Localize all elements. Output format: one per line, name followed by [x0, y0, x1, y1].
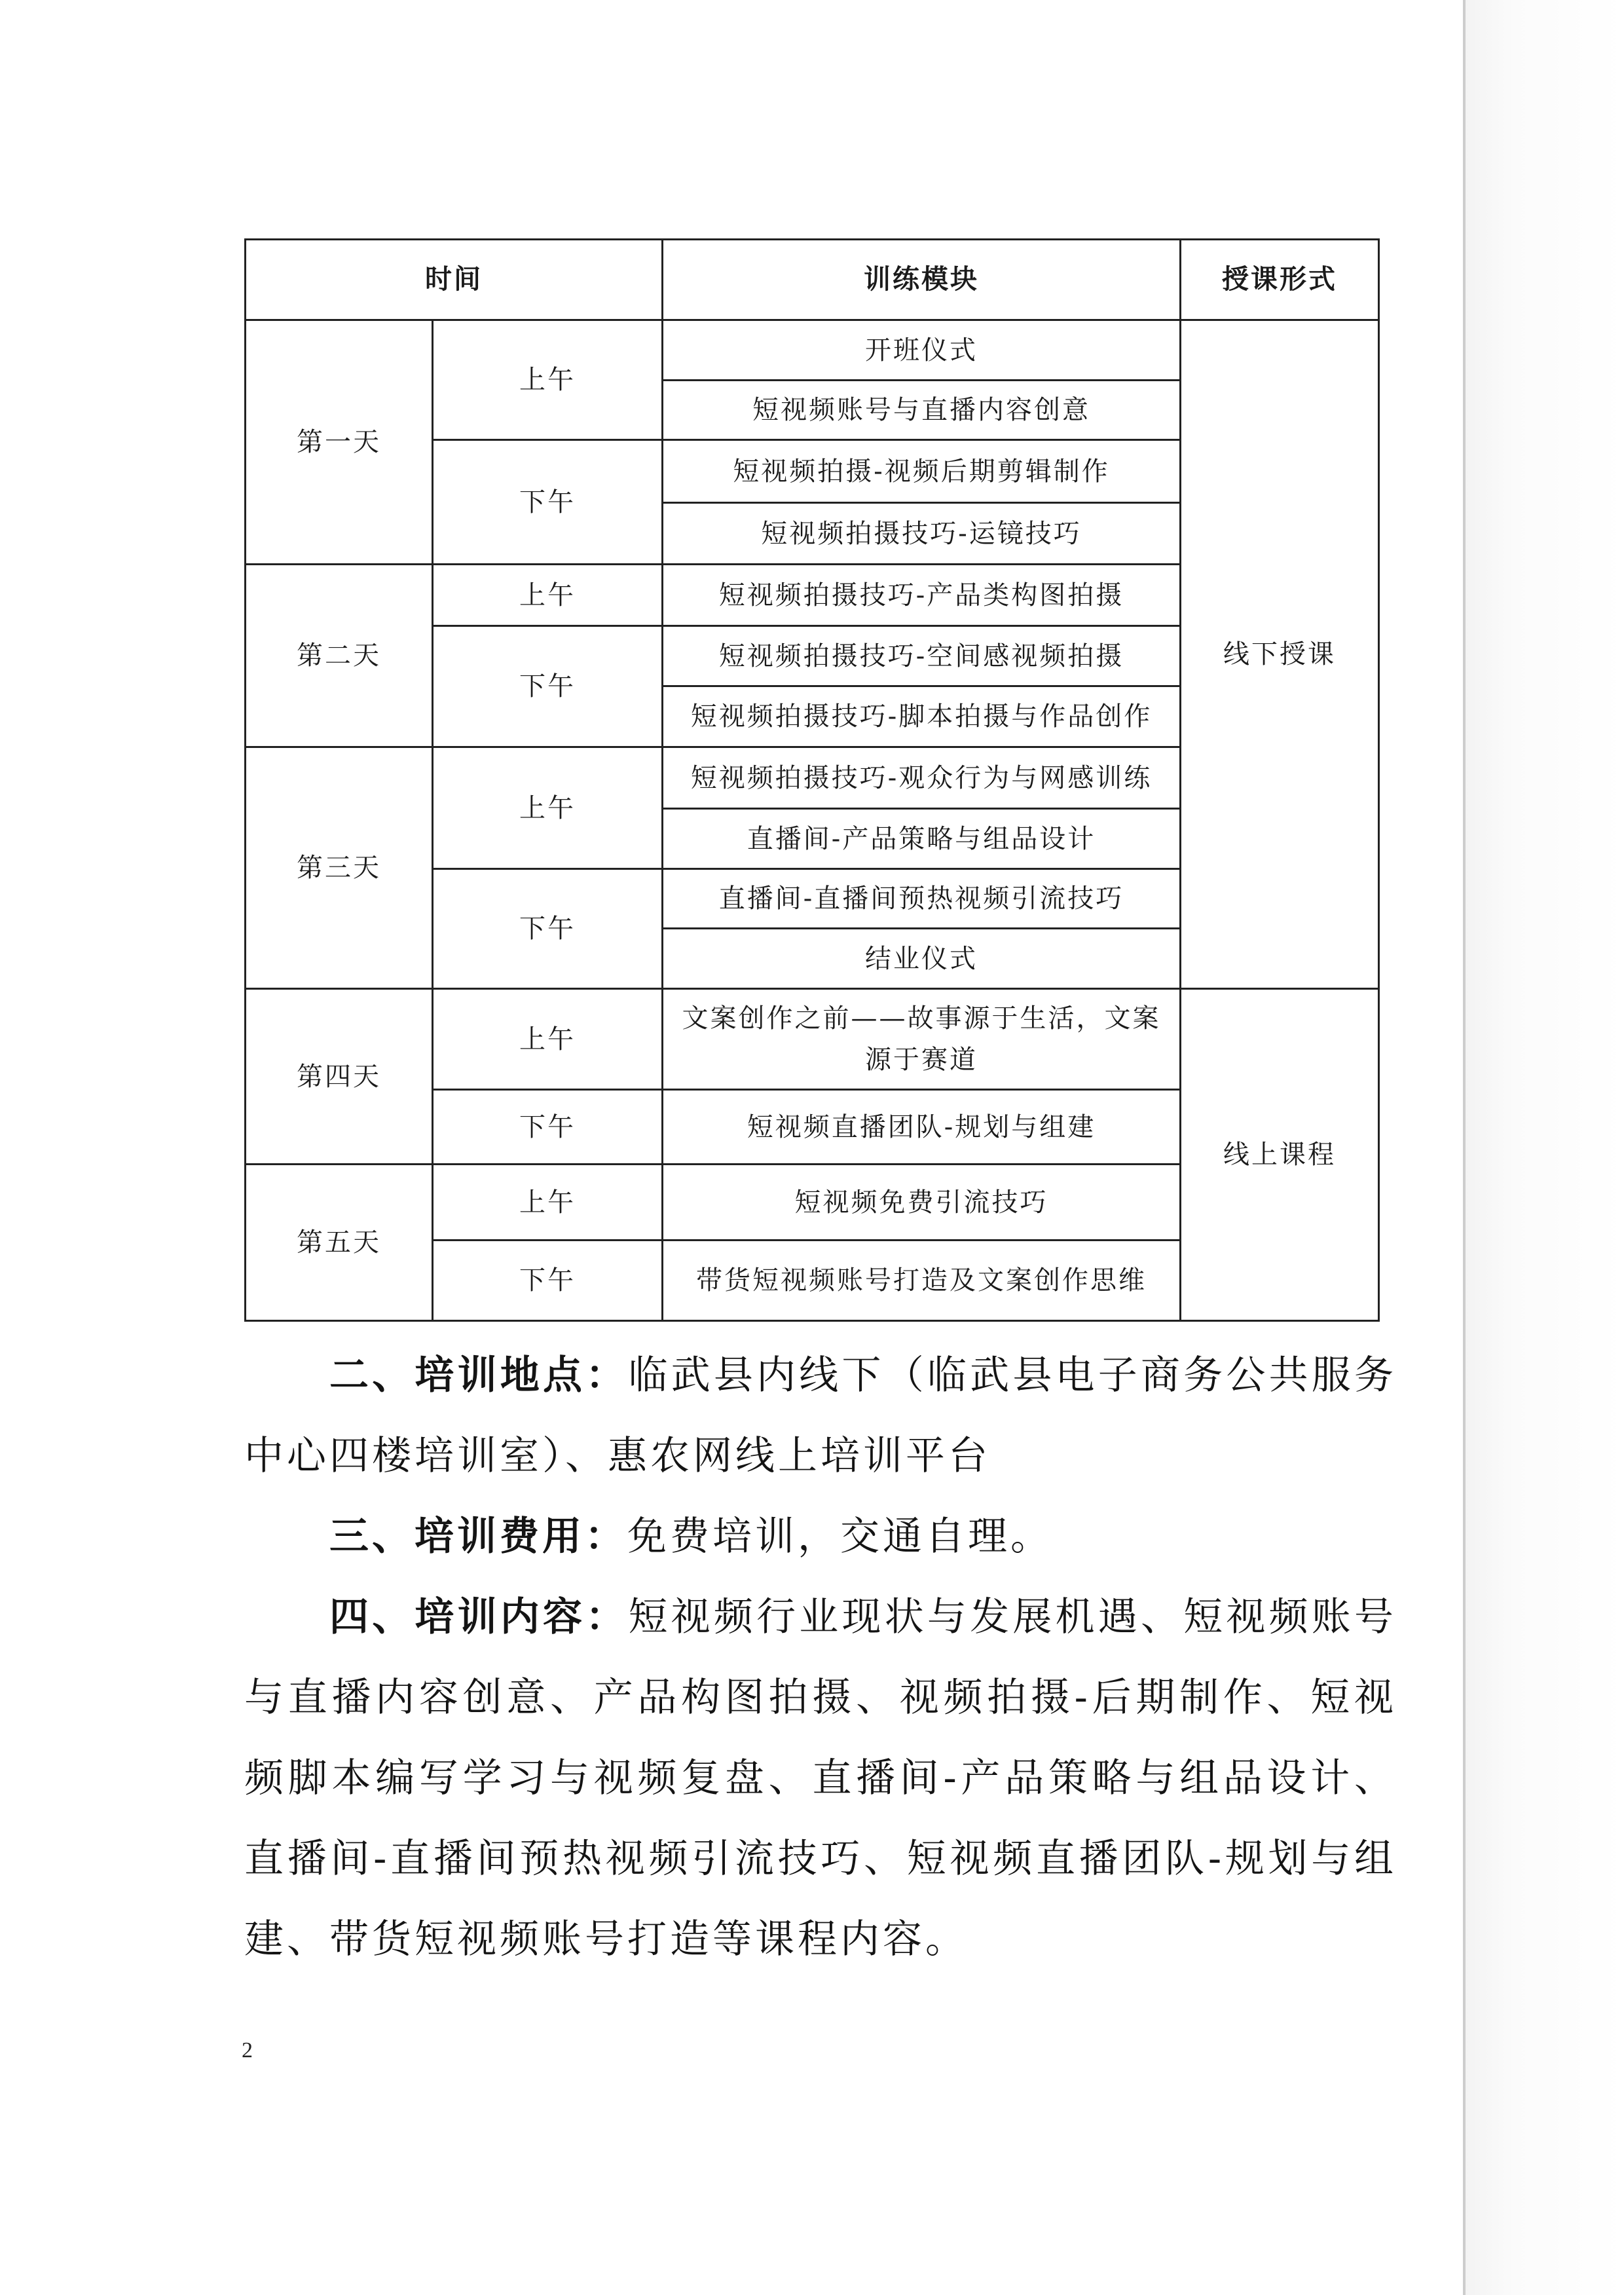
day-label: 第一天	[246, 320, 433, 565]
module-cell: 短视频账号与直播内容创意	[663, 381, 1181, 440]
section-text: 短视频行业现状与发展机遇、短视频账号与直播内容创意、产品构图拍摄、视频拍摄-后期制作、短视频脚本编写学习与视频复盘、直播间-产品策略与组品设计、直播间-直播间预热视频引流技巧、短视频直播团队-规划与组建、带货短视频账号打造等课程内容。	[244, 1594, 1397, 1962]
format-cell-offline: 线下授课	[1181, 320, 1379, 989]
period-label: 下午	[433, 440, 663, 565]
module-cell: 开班仪式	[663, 320, 1181, 381]
section-training-fee	[244, 1497, 1397, 1577]
section-heading: 四、培训内容：	[329, 1594, 629, 1640]
header-time: 时间	[246, 240, 663, 320]
day-label: 第二天	[246, 565, 433, 747]
table-row	[246, 989, 1379, 1090]
section-training-venue	[244, 1335, 1397, 1497]
period-label: 下午	[433, 1241, 663, 1321]
module-line: 文案创作之前——故事源于生活，文案	[682, 1003, 1161, 1034]
module-cell: 短视频免费引流技巧	[663, 1165, 1181, 1241]
section-text: 临武县内线下（临武县电子商务公共服务中心四楼培训室）、惠农网线上培训平台	[244, 1353, 1397, 1479]
module-line: 源于赛道	[865, 1044, 978, 1075]
period-label: 下午	[433, 1090, 663, 1165]
module-cell	[663, 989, 1181, 1090]
section-text: 免费培训，交通自理。	[627, 1514, 1053, 1559]
module-cell: 短视频拍摄-视频后期剪辑制作	[663, 440, 1181, 503]
day-label: 第五天	[246, 1165, 433, 1321]
day-label: 第三天	[246, 747, 433, 989]
module-cell: 短视频拍摄技巧-产品类构图拍摄	[663, 565, 1181, 626]
period-label: 上午	[433, 1165, 663, 1241]
header-format: 授课形式	[1181, 240, 1379, 320]
table-row	[246, 320, 1379, 381]
period-label: 下午	[433, 869, 663, 989]
period-label: 上午	[433, 565, 663, 626]
module-cell: 短视频拍摄技巧-运镜技巧	[663, 503, 1181, 565]
module-cell: 直播间-直播间预热视频引流技巧	[663, 869, 1181, 929]
period-label: 上午	[433, 320, 663, 440]
period-label: 上午	[433, 989, 663, 1090]
period-label: 上午	[433, 747, 663, 869]
module-cell: 短视频拍摄技巧-空间感视频拍摄	[663, 626, 1181, 686]
module-cell: 带货短视频账号打造及文案创作思维	[663, 1241, 1181, 1321]
header-module: 训练模块	[663, 240, 1181, 320]
section-heading: 三、培训费用：	[329, 1514, 627, 1559]
scan-edge-shade	[1466, 0, 1624, 2295]
section-heading: 二、培训地点：	[329, 1353, 629, 1398]
scan-edge-line	[1463, 0, 1466, 2295]
training-schedule-table	[244, 238, 1380, 1322]
module-cell: 短视频拍摄技巧-观众行为与网感训练	[663, 747, 1181, 809]
module-cell: 直播间-产品策略与组品设计	[663, 809, 1181, 869]
body-text	[244, 1335, 1397, 1980]
format-cell-online: 线上课程	[1181, 989, 1379, 1321]
day-label: 第四天	[246, 989, 433, 1165]
period-label: 下午	[433, 626, 663, 747]
page-number: 2	[242, 2038, 253, 2062]
section-training-content	[244, 1577, 1397, 1980]
module-cell: 结业仪式	[663, 929, 1181, 989]
module-cell: 短视频拍摄技巧-脚本拍摄与作品创作	[663, 686, 1181, 747]
table-header-row	[246, 240, 1379, 320]
module-cell: 短视频直播团队-规划与组建	[663, 1090, 1181, 1165]
